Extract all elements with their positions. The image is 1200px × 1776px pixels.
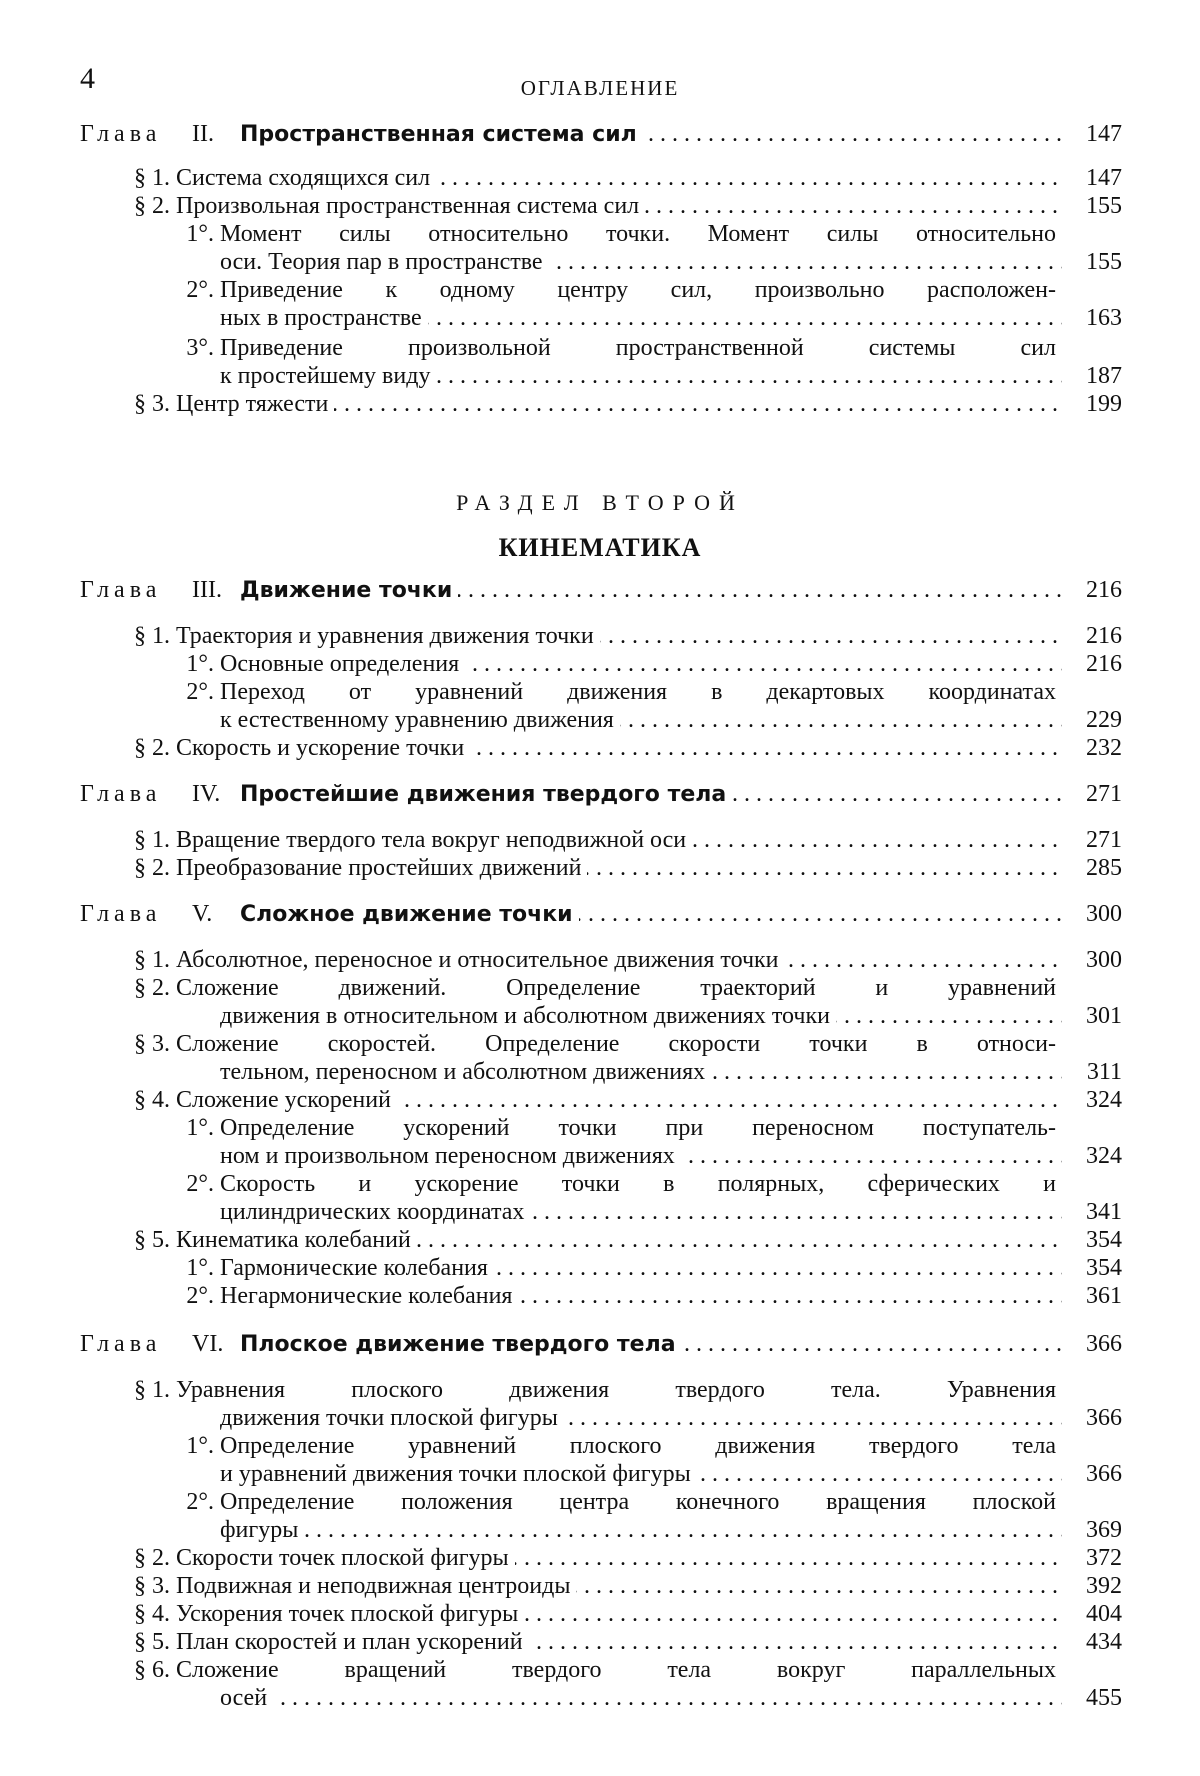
toc-entry-sub bbox=[80, 334, 1122, 362]
subsection-number: 1°. bbox=[186, 1433, 214, 1459]
toc-entry-chapter bbox=[80, 576, 1122, 604]
entry-title bbox=[220, 276, 1062, 304]
page-ref: 232 bbox=[1086, 735, 1122, 761]
page-ref: 354 bbox=[1086, 1255, 1122, 1281]
toc-entry-para bbox=[80, 390, 1122, 418]
page-ref: 361 bbox=[1086, 1283, 1122, 1309]
entry-title-text: Сложение скоростей. Определение скорости точки в относи- bbox=[176, 1031, 1062, 1057]
chapter-label: Глава bbox=[80, 1331, 162, 1357]
chapter-label: Глава bbox=[80, 901, 162, 927]
entry-title bbox=[176, 192, 1062, 220]
chapter-number: V. bbox=[192, 901, 213, 927]
entry-title bbox=[176, 1628, 1062, 1656]
toc-entry-cont bbox=[80, 1142, 1122, 1170]
entry-title bbox=[176, 1030, 1062, 1058]
page-ref: 155 bbox=[1086, 249, 1122, 275]
subsection-number: 1°. bbox=[186, 1115, 214, 1141]
entry-title-text: фигуры bbox=[220, 1517, 304, 1543]
entry-title-text: Плоское движение твердого тела bbox=[240, 1332, 676, 1357]
entry-title bbox=[220, 362, 1062, 390]
entry-title-text: Произвольная пространственная система сил bbox=[176, 193, 645, 219]
entry-title bbox=[220, 1404, 1062, 1432]
page-ref: 163 bbox=[1086, 305, 1122, 331]
entry-title bbox=[220, 650, 1062, 678]
paragraph-number: § 4. bbox=[134, 1601, 170, 1627]
toc-entry-para bbox=[80, 1030, 1122, 1058]
entry-title bbox=[176, 854, 1062, 882]
entry-title bbox=[176, 164, 1062, 192]
page-ref: 199 bbox=[1086, 391, 1122, 417]
toc-entry-cont bbox=[80, 1198, 1122, 1226]
page-ref: 300 bbox=[1086, 947, 1122, 973]
entry-title bbox=[176, 734, 1062, 762]
toc-entry-para bbox=[80, 1376, 1122, 1404]
entry-title-text: Определение положения центра конечного вращения плоской bbox=[220, 1489, 1062, 1515]
entry-title bbox=[220, 1432, 1062, 1460]
page-ref: 229 bbox=[1086, 707, 1122, 733]
toc-entry-sub bbox=[80, 276, 1122, 304]
entry-title bbox=[220, 1488, 1062, 1516]
page-ref: 372 bbox=[1086, 1545, 1122, 1571]
page-ref: 369 bbox=[1086, 1517, 1122, 1543]
page-ref: 455 bbox=[1086, 1685, 1122, 1711]
entry-title bbox=[176, 1544, 1062, 1572]
paragraph-number: § 1. bbox=[134, 1377, 170, 1403]
page-ref: 366 bbox=[1086, 1461, 1122, 1487]
entry-title-text: ном и произвольном переносном движениях bbox=[220, 1143, 681, 1169]
entry-title bbox=[220, 1058, 1062, 1086]
paragraph-number: § 2. bbox=[134, 855, 170, 881]
entry-title bbox=[220, 1198, 1062, 1226]
toc-entry-sub bbox=[80, 1432, 1122, 1460]
toc-entry-sub bbox=[80, 1254, 1122, 1282]
toc-entry-para bbox=[80, 974, 1122, 1002]
toc-entry-para bbox=[80, 946, 1122, 974]
page-ref: 216 bbox=[1086, 623, 1122, 649]
paragraph-number: § 2. bbox=[134, 735, 170, 761]
entry-title bbox=[176, 1376, 1062, 1404]
toc-entry-chapter bbox=[80, 780, 1122, 808]
entry-title-text: Центр тяжести bbox=[176, 391, 334, 417]
page-ref: 324 bbox=[1086, 1143, 1122, 1169]
entry-title bbox=[220, 1460, 1062, 1488]
paragraph-number: § 5. bbox=[134, 1227, 170, 1253]
paragraph-number: § 1. bbox=[134, 165, 170, 191]
section-heading: РАЗДЕЛ ВТОРОЙ bbox=[456, 490, 744, 515]
paragraph-number: § 2. bbox=[134, 1545, 170, 1571]
page-ref: 187 bbox=[1086, 363, 1122, 389]
toc-entry-cont bbox=[80, 362, 1122, 390]
entry-title-text: Движение точки bbox=[240, 578, 453, 603]
paragraph-number: § 4. bbox=[134, 1087, 170, 1113]
toc-entry-chapter bbox=[80, 120, 1122, 148]
page-ref: 216 bbox=[1086, 651, 1122, 677]
entry-title-text: Сложение движений. Определение траекторий и уравнений bbox=[176, 975, 1062, 1001]
page-ref: 392 bbox=[1086, 1573, 1122, 1599]
toc-entry-cont bbox=[80, 1516, 1122, 1544]
paragraph-number: § 2. bbox=[134, 975, 170, 1001]
page-ref: 216 bbox=[1086, 577, 1122, 603]
subsection-number: 3°. bbox=[186, 335, 214, 361]
entry-title bbox=[220, 248, 1062, 276]
entry-title-text: ных в пространстве bbox=[220, 305, 428, 331]
chapter-number: VI. bbox=[192, 1331, 224, 1357]
page-ref: 300 bbox=[1086, 901, 1122, 927]
page-ref: 147 bbox=[1086, 121, 1122, 147]
entry-title bbox=[240, 120, 1062, 149]
entry-title-text: Преобразование простейших движений bbox=[176, 855, 587, 881]
toc-entry-para bbox=[80, 1628, 1122, 1656]
toc-entry-cont bbox=[80, 248, 1122, 276]
page-ref: 341 bbox=[1086, 1199, 1122, 1225]
toc-entry-cont bbox=[80, 1460, 1122, 1488]
page-ref: 404 bbox=[1086, 1601, 1122, 1627]
toc-entry-sub bbox=[80, 678, 1122, 706]
entry-title bbox=[176, 1226, 1062, 1254]
entry-title bbox=[220, 304, 1062, 332]
page-ref: 354 bbox=[1086, 1227, 1122, 1253]
toc-entry-para bbox=[80, 1544, 1122, 1572]
toc-entry-sub bbox=[80, 1114, 1122, 1142]
entry-title bbox=[176, 826, 1062, 854]
entry-title-text: Приведение произвольной пространственной системы сил bbox=[220, 335, 1062, 361]
subsection-number: 2°. bbox=[186, 1171, 214, 1197]
entry-title-text: Подвижная и неподвижная центроиды bbox=[176, 1573, 576, 1599]
toc-entry-sub bbox=[80, 650, 1122, 678]
chapter-label: Глава bbox=[80, 121, 162, 147]
toc-entry-sub bbox=[80, 1282, 1122, 1310]
subsection-number: 2°. bbox=[186, 277, 214, 303]
page-ref: 147 bbox=[1086, 165, 1122, 191]
entry-title bbox=[176, 390, 1062, 418]
entry-title bbox=[220, 220, 1062, 248]
paragraph-number: § 5. bbox=[134, 1629, 170, 1655]
entry-title-text: Гармонические колебания bbox=[220, 1255, 494, 1281]
page-ref: 301 bbox=[1086, 1003, 1122, 1029]
entry-title-text: План скоростей и план ускорений bbox=[176, 1629, 529, 1655]
entry-title bbox=[176, 946, 1062, 974]
toc-entry-cont bbox=[80, 1404, 1122, 1432]
toc-entry-para bbox=[80, 734, 1122, 762]
toc-entry-chapter bbox=[80, 900, 1122, 928]
paragraph-number: § 2. bbox=[134, 193, 170, 219]
toc-entry-para bbox=[80, 192, 1122, 220]
entry-title-text: Момент силы относительно точки. Момент силы относительно bbox=[220, 221, 1062, 247]
toc-entry-para bbox=[80, 1600, 1122, 1628]
toc-entry-para bbox=[80, 1572, 1122, 1600]
subsection-number: 1°. bbox=[186, 1255, 214, 1281]
subsection-number: 2°. bbox=[186, 1283, 214, 1309]
paragraph-number: § 1. bbox=[134, 947, 170, 973]
toc-entry-cont bbox=[80, 304, 1122, 332]
page-ref: 434 bbox=[1086, 1629, 1122, 1655]
entry-title-text: Определение ускорений точки при переносном поступатель- bbox=[220, 1115, 1062, 1141]
entry-title-text: движения в относительном и абсолютном движениях точки bbox=[220, 1003, 836, 1029]
toc-entry-cont bbox=[80, 1058, 1122, 1086]
paragraph-number: § 3. bbox=[134, 391, 170, 417]
entry-title bbox=[220, 1002, 1062, 1030]
chapter-label: Глава bbox=[80, 577, 162, 603]
page-ref: 271 bbox=[1086, 781, 1122, 807]
toc-entry-para bbox=[80, 164, 1122, 192]
entry-title-text: Определение уравнений плоского движения твердого тела bbox=[220, 1433, 1062, 1459]
entry-title bbox=[176, 1600, 1062, 1628]
entry-title-text: Сложное движение точки bbox=[240, 902, 573, 927]
entry-title bbox=[220, 1114, 1062, 1142]
entry-title-text: Уравнения плоского движения твердого тела. Уравнения bbox=[176, 1377, 1062, 1403]
toc-entry-para bbox=[80, 1086, 1122, 1114]
toc-entry-sub bbox=[80, 220, 1122, 248]
page-ref: 366 bbox=[1086, 1405, 1122, 1431]
chapter-number: II. bbox=[192, 121, 214, 147]
toc-entry-para bbox=[80, 854, 1122, 882]
entry-title-text: и уравнений движения точки плоской фигуры bbox=[220, 1461, 697, 1487]
entry-title bbox=[176, 1572, 1062, 1600]
toc-entry-sub bbox=[80, 1488, 1122, 1516]
subsection-number: 2°. bbox=[186, 1489, 214, 1515]
page-ref: 155 bbox=[1086, 193, 1122, 219]
entry-title-text: Переход от уравнений движения в декартовых координатах bbox=[220, 679, 1062, 705]
entry-title bbox=[240, 576, 1062, 605]
entry-title-text: Сложение ускорений bbox=[176, 1087, 397, 1113]
entry-title-text: Абсолютное, переносное и относительное движения точки bbox=[176, 947, 785, 973]
entry-title-text: Система сходящихся сил bbox=[176, 165, 436, 191]
page-number: 4 bbox=[80, 62, 95, 95]
subsection-number: 1°. bbox=[186, 221, 214, 247]
entry-title-text: Скорости точек плоской фигуры bbox=[176, 1545, 515, 1571]
entry-title bbox=[176, 1656, 1062, 1684]
entry-title bbox=[220, 1282, 1062, 1310]
entry-title bbox=[240, 1330, 1062, 1359]
page-ref: 285 bbox=[1086, 855, 1122, 881]
running-head: ОГЛАВЛЕНИЕ bbox=[520, 76, 680, 100]
entry-title-text: Кинематика колебаний bbox=[176, 1227, 417, 1253]
paragraph-number: § 1. bbox=[134, 623, 170, 649]
chapter-number: IV. bbox=[192, 781, 221, 807]
entry-title bbox=[176, 974, 1062, 1002]
paragraph-number: § 1. bbox=[134, 827, 170, 853]
chapter-number: III. bbox=[192, 577, 222, 603]
subsection-number: 1°. bbox=[186, 651, 214, 677]
entry-title-text: Траектория и уравнения движения точки bbox=[176, 623, 600, 649]
toc-entry-para bbox=[80, 1656, 1122, 1684]
entry-title-text: Сложение вращений твердого тела вокруг параллельных bbox=[176, 1657, 1062, 1683]
entry-title-text: Пространственная система сил bbox=[240, 122, 637, 147]
entry-title bbox=[240, 900, 1062, 929]
entry-title-text: движения точки плоской фигуры bbox=[220, 1405, 564, 1431]
entry-title bbox=[240, 780, 1062, 809]
entry-title bbox=[220, 1516, 1062, 1544]
page-ref: 324 bbox=[1086, 1087, 1122, 1113]
toc-entry-sub bbox=[80, 1170, 1122, 1198]
toc-entry-para bbox=[80, 622, 1122, 650]
entry-title-text: оси. Теория пар в пространстве bbox=[220, 249, 549, 275]
entry-title-text: Негармонические колебания bbox=[220, 1283, 518, 1309]
entry-title-text: Скорость и ускорение точки в полярных, сферических и bbox=[220, 1171, 1062, 1197]
toc-entry-chapter bbox=[80, 1330, 1122, 1358]
entry-title-text: Скорость и ускорение точки bbox=[176, 735, 470, 761]
entry-title bbox=[176, 1086, 1062, 1114]
entry-title bbox=[220, 678, 1062, 706]
entry-title-text: Вращение твердого тела вокруг неподвижной оси bbox=[176, 827, 692, 853]
toc-entry-cont bbox=[80, 706, 1122, 734]
page-ref: 366 bbox=[1086, 1331, 1122, 1357]
section-title: КИНЕМАТИКА bbox=[498, 533, 702, 562]
entry-title bbox=[220, 1142, 1062, 1170]
subsection-number: 2°. bbox=[186, 679, 214, 705]
toc-entry-para bbox=[80, 826, 1122, 854]
entry-title-text: осей bbox=[220, 1685, 273, 1711]
entry-title-text: Ускорения точек плоской фигуры bbox=[176, 1601, 524, 1627]
page-ref: 271 bbox=[1086, 827, 1122, 853]
entry-title-text: к простейшему виду bbox=[220, 363, 436, 389]
entry-title bbox=[220, 334, 1062, 362]
entry-title bbox=[220, 1684, 1062, 1712]
entry-title-text: Основные определения bbox=[220, 651, 465, 677]
entry-title bbox=[220, 1170, 1062, 1198]
entry-title bbox=[220, 1254, 1062, 1282]
chapter-label: Глава bbox=[80, 781, 162, 807]
entry-title-text: Простейшие движения твердого тела bbox=[240, 782, 727, 807]
entry-title bbox=[220, 706, 1062, 734]
toc-entry-para bbox=[80, 1226, 1122, 1254]
paragraph-number: § 3. bbox=[134, 1031, 170, 1057]
page-ref: 311 bbox=[1086, 1059, 1122, 1085]
toc-entry-cont bbox=[80, 1684, 1122, 1712]
paragraph-number: § 3. bbox=[134, 1573, 170, 1599]
paragraph-number: § 6. bbox=[134, 1657, 170, 1683]
entry-title-text: цилиндрических координатах bbox=[220, 1199, 530, 1225]
toc-entry-cont bbox=[80, 1002, 1122, 1030]
entry-title-text: тельном, переносном и абсолютном движениях bbox=[220, 1059, 711, 1085]
entry-title-text: Приведение к одному центру сил, произвольно расположен- bbox=[220, 277, 1062, 303]
entry-title bbox=[176, 622, 1062, 650]
entry-title-text: к естественному уравнению движения bbox=[220, 707, 620, 733]
